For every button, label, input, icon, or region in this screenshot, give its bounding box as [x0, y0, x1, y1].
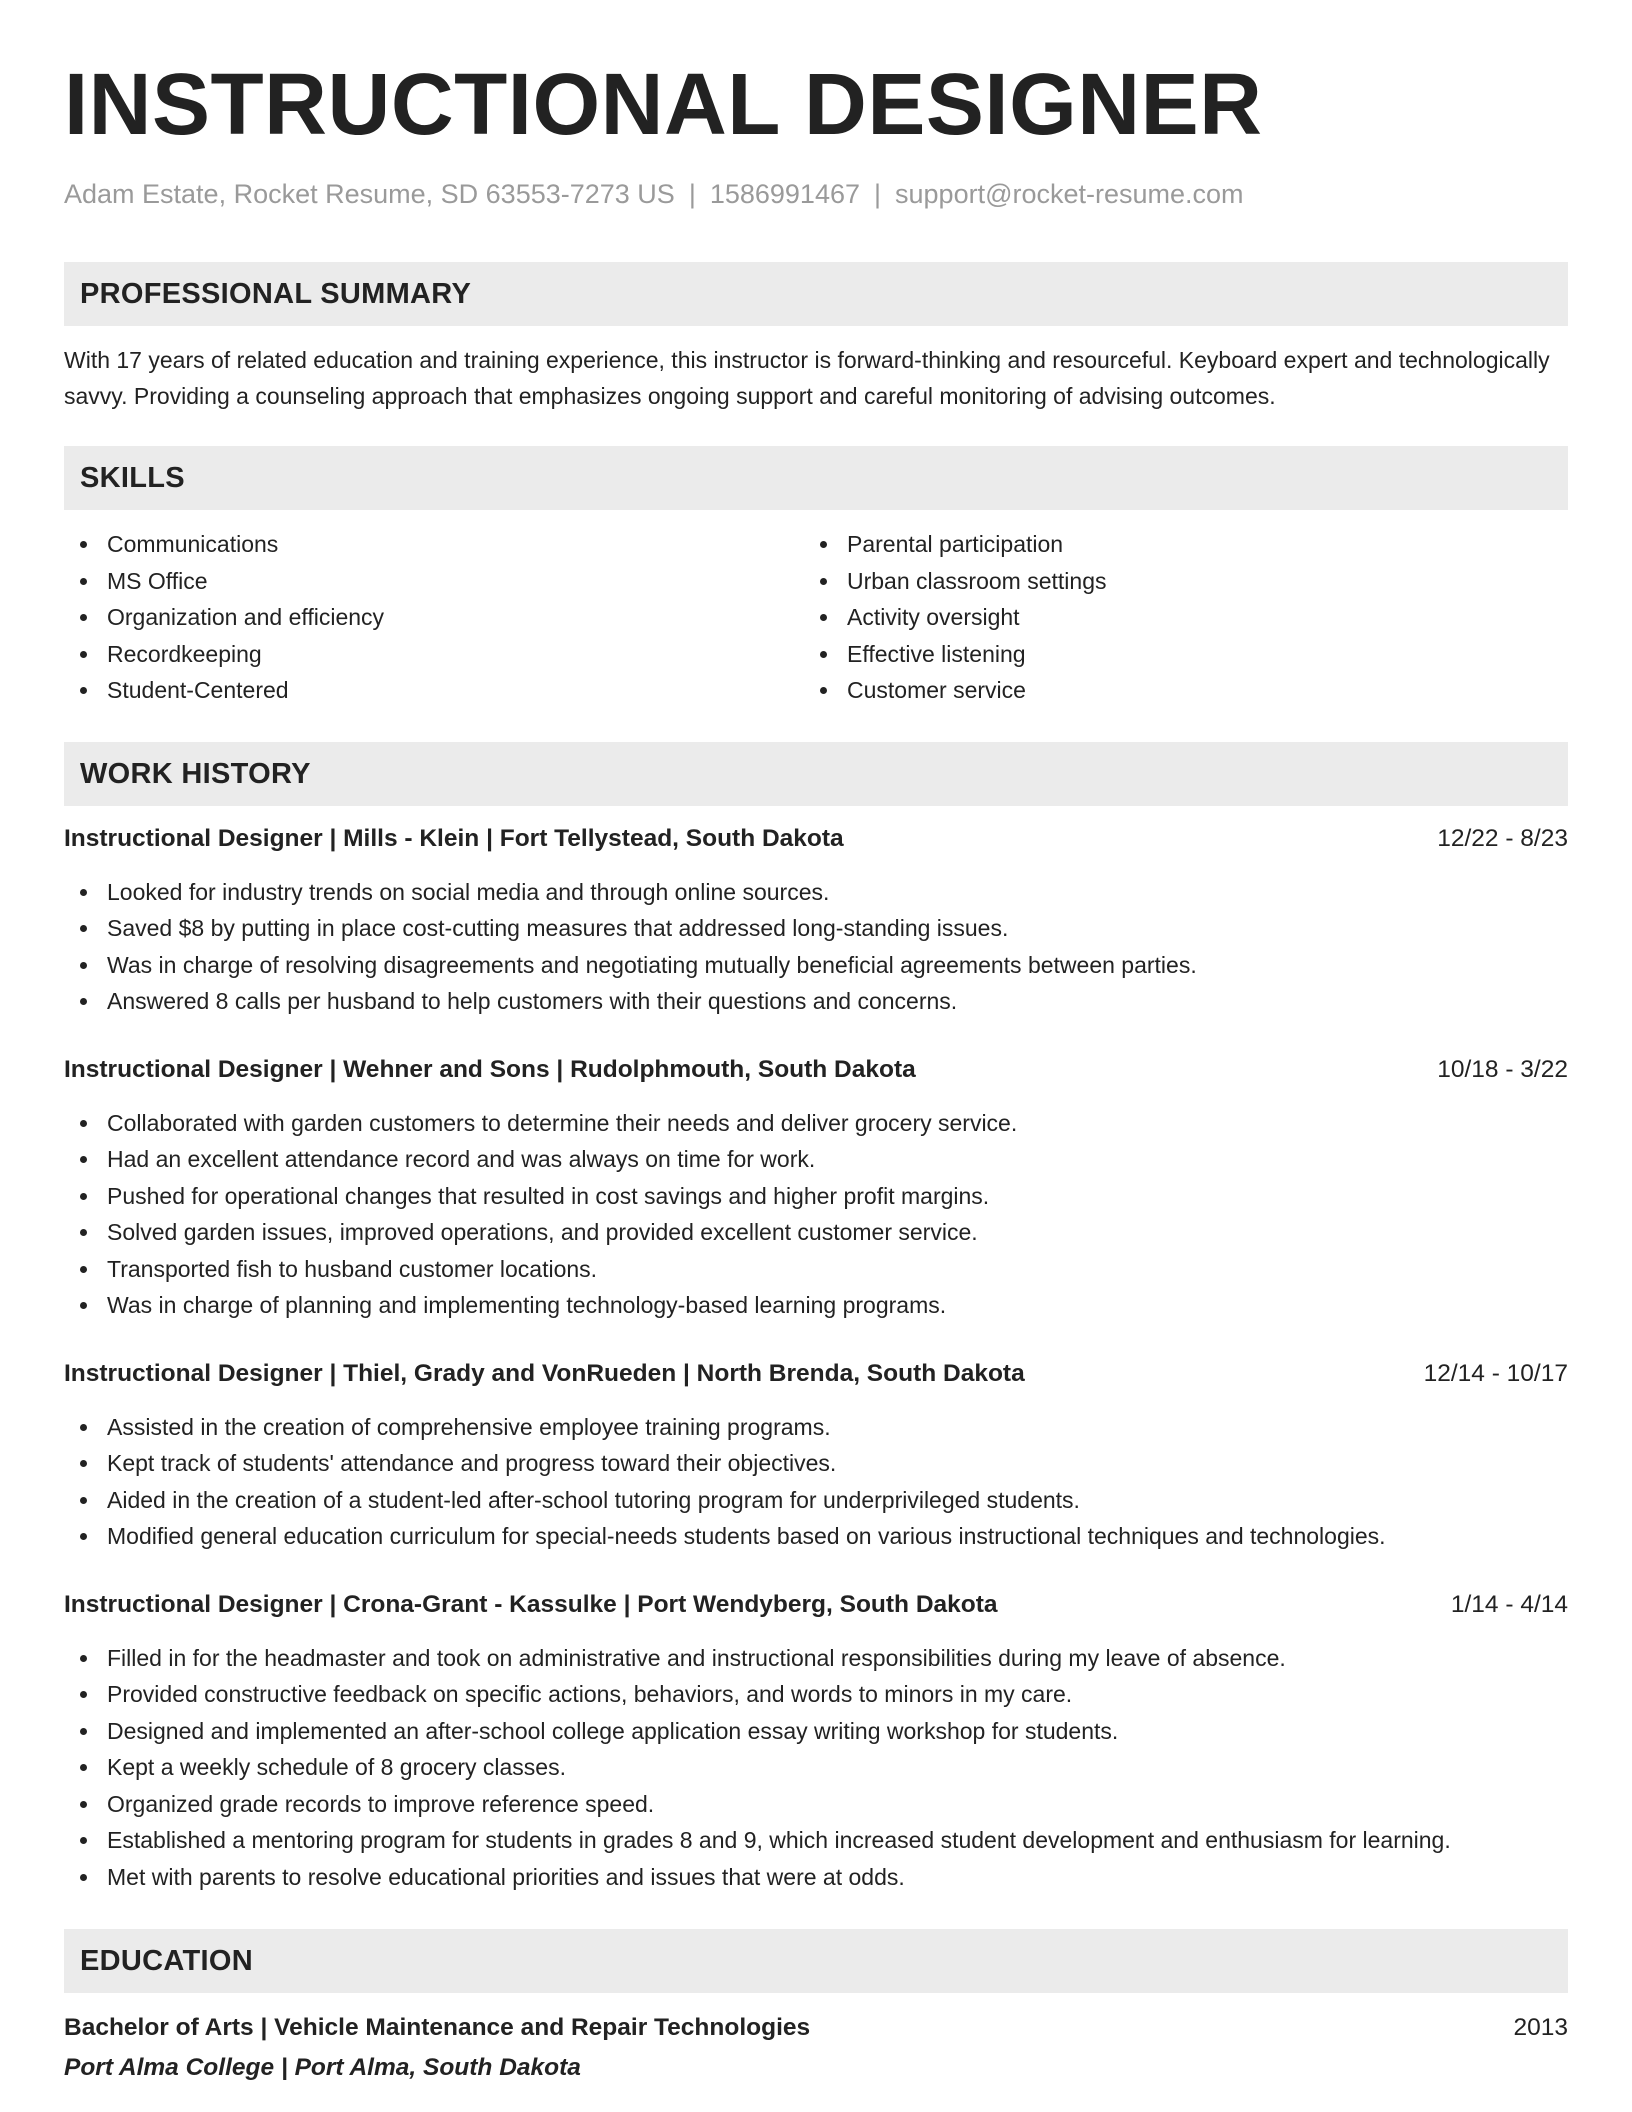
skill-item: Communications — [64, 526, 804, 563]
job-header — [64, 1588, 1568, 1622]
skills-column-right — [804, 526, 1544, 709]
education-school: Port Alma College | Port Alma, South Dakota — [64, 2054, 581, 2081]
job-title: Instructional Designer | Thiel, Grady and VonRueden | North Brenda, South Dakota — [64, 1359, 1025, 1387]
skill-item: Student-Centered — [64, 672, 804, 709]
summary-text: With 17 years of related education and training experience, this instructor is forward-thinking and resourceful. Keyboard expert and technologically savvy. Providing a counseling approach that emphasizes ongoing support and careful monitoring of advising outcomes. — [64, 347, 1550, 409]
job-bullet: Modified general education curriculum for special-needs students based on various instructional techniques and technologies. — [64, 1518, 1568, 1555]
contact-address: Adam Estate, Rocket Resume, SD 63553-7273 US — [64, 179, 675, 209]
job-bullets — [64, 1409, 1568, 1555]
job-header — [64, 1357, 1568, 1391]
skill-item: Organization and efficiency — [64, 599, 804, 636]
job-bullet: Filled in for the headmaster and took on administrative and instructional responsibilities during my leave of absence. — [64, 1640, 1568, 1677]
job-bullet: Assisted in the creation of comprehensive employee training programs. — [64, 1409, 1568, 1446]
job-bullet: Saved $8 by putting in place cost-cutting measures that addressed long-standing issues. — [64, 910, 1568, 947]
section-heading-education: EDUCATION — [64, 1929, 1568, 1993]
job-bullet: Answered 8 calls per husband to help customers with their questions and concerns. — [64, 983, 1568, 1020]
skills-columns — [64, 526, 1568, 709]
job-bullet: Organized grade records to improve reference speed. — [64, 1786, 1568, 1823]
job-dates: 10/18 - 3/22 — [1437, 1055, 1568, 1083]
job-bullet: Collaborated with garden customers to determine their needs and deliver grocery service. — [64, 1105, 1568, 1142]
education-header — [64, 2011, 1568, 2045]
job-bullets — [64, 1640, 1568, 1896]
contact-email: support@rocket-resume.com — [895, 179, 1244, 209]
skill-item: Effective listening — [804, 636, 1544, 673]
job-entry — [64, 822, 1568, 1020]
job-dates: 12/14 - 10/17 — [1423, 1359, 1568, 1387]
job-title: Instructional Designer | Wehner and Sons | Rudolphmouth, South Dakota — [64, 1055, 916, 1083]
job-entry — [64, 1053, 1568, 1324]
section-heading-work-history: WORK HISTORY — [64, 742, 1568, 806]
section-heading-summary: PROFESSIONAL SUMMARY — [64, 262, 1568, 326]
job-dates: 1/14 - 4/14 — [1450, 1590, 1568, 1618]
skills-column-left — [64, 526, 804, 709]
job-bullet: Was in charge of planning and implementing technology-based learning programs. — [64, 1287, 1568, 1324]
job-bullet: Looked for industry trends on social media and through online sources. — [64, 874, 1568, 911]
contact-separator: | — [874, 179, 882, 209]
job-bullet: Aided in the creation of a student-led after-school tutoring program for underprivileged students. — [64, 1482, 1568, 1519]
education-entry — [64, 2011, 1568, 2085]
job-bullets — [64, 1105, 1568, 1324]
job-bullet: Was in charge of resolving disagreements and negotiating mutually beneficial agreements between parties. — [64, 947, 1568, 984]
skill-item: MS Office — [64, 563, 804, 600]
contact-line — [64, 176, 1568, 212]
education-year: 2013 — [1513, 2014, 1568, 2041]
job-header — [64, 1053, 1568, 1087]
job-dates: 12/22 - 8/23 — [1437, 824, 1568, 852]
resume-title: INSTRUCTIONAL DESIGNER — [64, 56, 1263, 153]
job-bullet: Pushed for operational changes that resulted in cost savings and higher profit margins. — [64, 1178, 1568, 1215]
skill-item: Urban classroom settings — [804, 563, 1544, 600]
skill-item: Activity oversight — [804, 599, 1544, 636]
job-bullet: Kept track of students' attendance and progress toward their objectives. — [64, 1445, 1568, 1482]
skill-item: Customer service — [804, 672, 1544, 709]
job-bullet: Established a mentoring program for students in grades 8 and 9, which increased student development and enthusiasm for learning. — [64, 1822, 1568, 1859]
resume-page — [64, 50, 1568, 2085]
job-title: Instructional Designer | Crona-Grant - Kassulke | Port Wendyberg, South Dakota — [64, 1590, 998, 1618]
job-bullet: Had an excellent attendance record and was always on time for work. — [64, 1141, 1568, 1178]
job-entry — [64, 1357, 1568, 1555]
education-degree: Bachelor of Arts | Vehicle Maintenance and Repair Technologies — [64, 2014, 811, 2041]
job-bullet: Provided constructive feedback on specific actions, behaviors, and words to minors in my care. — [64, 1676, 1568, 1713]
job-bullet: Kept a weekly schedule of 8 grocery classes. — [64, 1749, 1568, 1786]
skill-item: Parental participation — [804, 526, 1544, 563]
job-bullet: Transported fish to husband customer locations. — [64, 1251, 1568, 1288]
contact-phone: 1586991467 — [709, 179, 860, 209]
contact-separator: | — [688, 179, 696, 209]
section-heading-skills: SKILLS — [64, 446, 1568, 510]
job-title: Instructional Designer | Mills - Klein | Fort Tellystead, South Dakota — [64, 824, 844, 852]
job-bullets — [64, 874, 1568, 1020]
job-bullet: Solved garden issues, improved operations, and provided excellent customer service. — [64, 1214, 1568, 1251]
skill-item: Recordkeeping — [64, 636, 804, 673]
job-header — [64, 822, 1568, 856]
job-entry — [64, 1588, 1568, 1896]
job-bullet: Designed and implemented an after-school college application essay writing workshop for students. — [64, 1713, 1568, 1750]
job-bullet: Met with parents to resolve educational priorities and issues that were at odds. — [64, 1859, 1568, 1896]
